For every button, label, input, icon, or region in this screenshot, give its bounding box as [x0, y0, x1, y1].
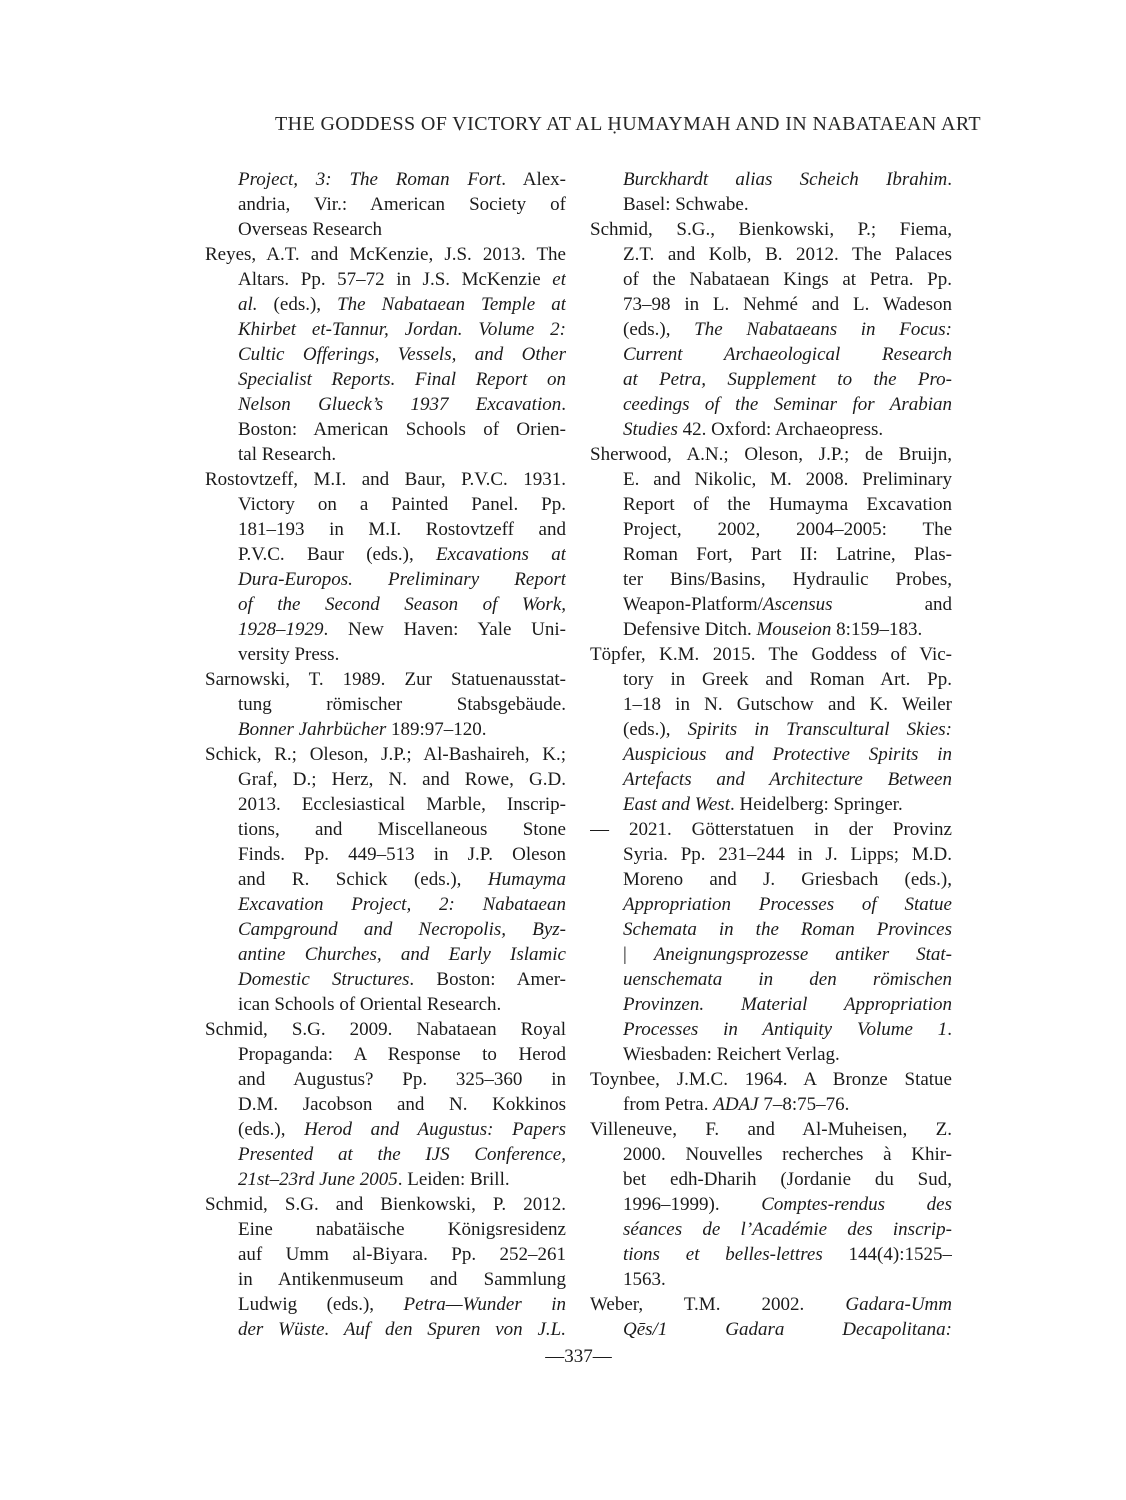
reference-line — [590, 1267, 952, 1292]
reference-text: tung römischer Stabsgebäude. — [238, 694, 566, 715]
reference-line — [205, 242, 566, 267]
reference-text-italic: Gadara-Umm — [845, 1294, 952, 1315]
reference-text-italic: tions et belles-lettres — [623, 1244, 823, 1265]
reference-text-italic: Processes in Antiquity Volume 1 — [623, 1019, 948, 1040]
reference-line — [590, 1292, 952, 1317]
reference-line — [205, 292, 566, 317]
reference-text-italic: 1928–1929 — [238, 619, 324, 640]
reference-text: Finds. Pp. 449–513 in J.P. Oleson — [238, 844, 566, 865]
reference-line — [590, 1092, 952, 1117]
reference-text: Töpfer, K.M. 2015. The Goddess of Vic- — [590, 644, 952, 665]
reference-line — [590, 367, 952, 392]
reference-line — [205, 992, 566, 1017]
reference-text: bet edh-Dharih (Jordanie du Sud, — [623, 1169, 952, 1190]
reference-line — [590, 542, 952, 567]
reference-line — [205, 892, 566, 917]
reference-text: Altars. Pp. 57–72 in J.S. McKenzie — [238, 269, 553, 290]
bibliography-entry — [205, 667, 566, 742]
reference-line — [205, 217, 566, 242]
reference-line — [590, 1042, 952, 1067]
reference-line — [590, 242, 952, 267]
reference-text: Syria. Pp. 231–244 in J. Lipps; M.D. — [623, 844, 952, 865]
reference-line — [205, 1217, 566, 1242]
reference-text: Villeneuve, F. and Al-Muheisen, Z. — [590, 1119, 952, 1140]
reference-line — [590, 342, 952, 367]
reference-line — [205, 617, 566, 642]
reference-text: Schmid, S.G. and Bienkowski, P. 2012. — [205, 1194, 566, 1215]
reference-line — [205, 1017, 566, 1042]
reference-text-italic: Excavation Project, 2: Nabataean — [238, 894, 566, 915]
reference-text: Weapon-Platform/ — [623, 594, 763, 615]
reference-text: 1563. — [623, 1269, 666, 1290]
reference-line — [205, 867, 566, 892]
reference-text: 2000. Nouvelles recherches à Khir- — [623, 1144, 952, 1165]
reference-line — [205, 767, 566, 792]
reference-line — [590, 1192, 952, 1217]
reference-text-italic: of the Second Season of Work, — [238, 594, 566, 615]
reference-line — [590, 842, 952, 867]
reference-text-italic: Presented at the IJS Conference, — [238, 1144, 566, 1165]
reference-line — [590, 1067, 952, 1092]
bibliography-entry — [205, 467, 566, 667]
reference-line — [205, 792, 566, 817]
reference-line — [205, 967, 566, 992]
reference-text-italic: uenschemata in den römischen — [623, 969, 952, 990]
reference-line — [205, 1192, 566, 1217]
reference-line — [205, 317, 566, 342]
reference-line — [590, 692, 952, 717]
reference-line — [590, 717, 952, 742]
reference-text: from Petra. — [623, 1094, 714, 1115]
reference-line — [205, 392, 566, 417]
reference-text: P.V.C. Baur (eds.), — [238, 544, 437, 565]
reference-line — [590, 517, 952, 542]
reference-text: . — [947, 1019, 952, 1040]
reference-line — [590, 1242, 952, 1267]
reference-line — [205, 917, 566, 942]
reference-text: Sherwood, A.N.; Oleson, J.P.; de Bruijn, — [590, 444, 952, 465]
reference-text: versity Press. — [238, 644, 340, 665]
reference-text-italic: Herod and Augustus: Papers — [304, 1119, 566, 1140]
reference-line — [590, 892, 952, 917]
bibliography-entry — [205, 1017, 566, 1192]
reference-text: Overseas Research — [238, 219, 383, 240]
reference-text: . — [947, 169, 952, 190]
reference-text: and Augustus? Pp. 325–360 in — [238, 1069, 566, 1090]
reference-line — [205, 1142, 566, 1167]
reference-text-italic: der Wüste. Auf den Spuren von J.L. — [238, 1319, 566, 1340]
reference-line — [205, 467, 566, 492]
reference-text-italic: antine Churches, and Early Islamic — [238, 944, 566, 965]
reference-text: (eds.), — [238, 1119, 305, 1140]
reference-text: E. and Nikolic, M. 2008. Preliminary — [623, 469, 952, 490]
running-header-title: THE GODDESS OF VICTORY AT AL ḤUMAYMAH AND IN NABATAEAN ART — [274, 113, 982, 135]
bibliography-entry — [590, 217, 952, 442]
reference-text: (eds.), — [623, 719, 688, 740]
reference-text-italic: East and West — [623, 794, 730, 815]
reference-text: 7–8:75–76. — [758, 1094, 850, 1115]
reference-line — [590, 1217, 952, 1242]
reference-text-italic: ceedings of the Seminar for Arabian — [623, 394, 952, 415]
reference-text-italic: Ascensus — [762, 594, 833, 615]
reference-text: Weber, T.M. 2002. — [590, 1294, 846, 1315]
reference-text-italic: Specialist Reports. Final Report on — [238, 369, 566, 390]
reference-text: Boston: American Schools of Orien- — [238, 419, 566, 440]
reference-line — [205, 842, 566, 867]
reference-line — [205, 1067, 566, 1092]
reference-text-italic: Petra—Wunder in — [403, 1294, 566, 1315]
reference-text: tions, and Miscellaneous Stone — [238, 819, 566, 840]
reference-text: tal Research. — [238, 444, 337, 465]
reference-text: Ludwig (eds.), — [238, 1294, 404, 1315]
reference-line — [205, 492, 566, 517]
reference-line — [205, 367, 566, 392]
bibliography-entry — [205, 1192, 566, 1342]
reference-text-italic: Current Archaeological Research — [623, 344, 952, 365]
reference-line — [590, 592, 952, 617]
reference-line — [205, 1267, 566, 1292]
references-column-left — [205, 167, 566, 1342]
reference-line — [590, 392, 952, 417]
bibliography-entry — [590, 1067, 952, 1117]
reference-line — [205, 717, 566, 742]
reference-line — [590, 1117, 952, 1142]
reference-text-italic: Humayma — [487, 869, 566, 890]
bibliography-entry — [590, 642, 952, 817]
reference-text: . Alex- — [501, 169, 566, 190]
reference-line — [205, 567, 566, 592]
reference-line — [590, 1142, 952, 1167]
reference-line — [205, 942, 566, 967]
reference-line — [590, 417, 952, 442]
reference-line — [590, 1317, 952, 1342]
reference-text: . — [561, 394, 566, 415]
reference-line — [590, 817, 952, 842]
reference-line — [205, 267, 566, 292]
reference-line — [590, 567, 952, 592]
bibliography-entry — [205, 242, 566, 467]
reference-line — [205, 542, 566, 567]
reference-line — [590, 217, 952, 242]
reference-line — [205, 667, 566, 692]
reference-text-italic: The Nabataeans in Focus: — [694, 319, 952, 340]
reference-text: D.M. Jacobson and N. Kokkinos — [238, 1094, 566, 1115]
reference-text: | — [623, 944, 654, 965]
reference-text: Schick, R.; Oleson, J.P.; Al-Bashaireh, K.; — [205, 744, 566, 765]
page-number: —337— — [545, 1346, 612, 1367]
reference-text-italic: Spirits in Transcultural Skies: — [687, 719, 952, 740]
reference-text: Project, 2002, 2004–2005: The — [623, 519, 952, 540]
reference-line — [205, 817, 566, 842]
reference-text: ter Bins/Basins, Hydraulic Probes, — [623, 569, 952, 590]
reference-text-italic: Bonner Jahrbücher — [238, 719, 387, 740]
reference-text-italic: al. — [238, 294, 258, 315]
reference-line — [205, 1317, 566, 1342]
reference-text: — 2021. Götterstatuen in der Provinz — [590, 819, 952, 840]
reference-text-italic: Dura-Europos. Preliminary Report — [238, 569, 566, 590]
reference-line — [205, 1042, 566, 1067]
reference-text-italic: Appropriation Processes of Statue — [623, 894, 952, 915]
reference-text: 144(4):1525– — [822, 1244, 952, 1265]
reference-text-italic: Comptes-rendus des — [761, 1194, 952, 1215]
reference-text: Wiesbaden: Reichert Verlag. — [623, 1044, 840, 1065]
reference-text: Rostovtzeff, M.I. and Baur, P.V.C. 1931. — [205, 469, 566, 490]
reference-text: Schmid, S.G., Bienkowski, P.; Fiema, — [590, 219, 952, 240]
reference-text: Moreno and J. Griesbach (eds.), — [623, 869, 952, 890]
reference-text: Defensive Ditch. — [623, 619, 757, 640]
reference-text-italic: Artefacts and Architecture Between — [623, 769, 952, 790]
reference-text: Propaganda: A Response to Herod — [238, 1044, 566, 1065]
reference-line — [590, 667, 952, 692]
bibliography-entry — [590, 1117, 952, 1292]
reference-line — [590, 792, 952, 817]
reference-text: Sarnowski, T. 1989. Zur Statuenausstat- — [205, 669, 566, 690]
references-column-right — [590, 167, 952, 1342]
reference-line — [205, 692, 566, 717]
reference-text: andria, Vir.: American Society of — [238, 194, 566, 215]
reference-text-italic: at Petra, Supplement to the Pro- — [623, 369, 952, 390]
reference-text-italic: Cultic Offerings, Vessels, and Other — [238, 344, 566, 365]
reference-line — [205, 167, 566, 192]
reference-line — [590, 642, 952, 667]
reference-text-italic: The Nabataean Temple at — [337, 294, 566, 315]
reference-text: ican Schools of Oriental Research. — [238, 994, 502, 1015]
reference-line — [590, 267, 952, 292]
reference-line — [205, 1117, 566, 1142]
reference-line — [590, 292, 952, 317]
reference-line — [590, 917, 952, 942]
reference-line — [590, 317, 952, 342]
reference-line — [205, 742, 566, 767]
reference-text-italic: Project, 3: The Roman Fort — [238, 169, 502, 190]
reference-line — [205, 592, 566, 617]
reference-line — [205, 642, 566, 667]
reference-line — [590, 1017, 952, 1042]
reference-text: 73–98 in L. Nehmé and L. Wadeson — [623, 294, 952, 315]
reference-line — [590, 617, 952, 642]
reference-line — [205, 1092, 566, 1117]
reference-line — [590, 867, 952, 892]
reference-text: 8:159–183. — [831, 619, 923, 640]
reference-text: Reyes, A.T. and McKenzie, J.S. 2013. The — [205, 244, 566, 265]
reference-line — [205, 342, 566, 367]
bibliography-entry — [590, 442, 952, 642]
reference-line — [205, 442, 566, 467]
reference-text: tory in Greek and Roman Art. Pp. — [623, 669, 952, 690]
reference-text: (eds.), — [623, 319, 695, 340]
reference-text-italic: séances de l’Académie des inscrip- — [623, 1219, 952, 1240]
bibliography-entry — [590, 817, 952, 1067]
reference-line — [590, 767, 952, 792]
reference-line — [590, 492, 952, 517]
reference-text-italic: Mouseion — [756, 619, 832, 640]
reference-text: Graf, D.; Herz, N. and Rowe, G.D. — [238, 769, 566, 790]
reference-text-italic: Qēs/1 Gadara Decapolitana: — [623, 1319, 952, 1340]
reference-text: in Antikenmuseum and Sammlung — [238, 1269, 566, 1290]
reference-line — [205, 1167, 566, 1192]
reference-line — [590, 967, 952, 992]
reference-text-italic: Campground and Necropolis, Byz- — [238, 919, 566, 940]
reference-text: . New Haven: Yale Uni- — [323, 619, 566, 640]
reference-text: (eds.), — [257, 294, 338, 315]
reference-line — [205, 192, 566, 217]
reference-text: and — [832, 594, 952, 615]
reference-text: Basel: Schwabe. — [623, 194, 749, 215]
reference-line — [590, 742, 952, 767]
reference-text-italic: Auspicious and Protective Spirits in — [623, 744, 952, 765]
reference-text-italic: et — [552, 269, 566, 290]
reference-line — [590, 942, 952, 967]
reference-line — [205, 417, 566, 442]
reference-text-italic: Khirbet et-Tannur, Jordan. Volume 2: — [238, 319, 566, 340]
reference-text: 42. Oxford: Archaeopress. — [677, 419, 884, 440]
reference-line — [590, 992, 952, 1017]
reference-text: 181–193 in M.I. Rostovtzeff and — [238, 519, 566, 540]
reference-text: and R. Schick (eds.), — [238, 869, 488, 890]
reference-text: . Heidelberg: Springer. — [729, 794, 903, 815]
reference-text-italic: Domestic Structures — [238, 969, 410, 990]
reference-text: Report of the Humayma Excavation — [623, 494, 952, 515]
reference-text: Schmid, S.G. 2009. Nabataean Royal — [205, 1019, 566, 1040]
reference-line — [590, 1167, 952, 1192]
reference-text-italic: 21st–23rd June 2005 — [238, 1169, 398, 1190]
reference-text-italic: Aneignungsprozesse antiker Stat- — [653, 944, 952, 965]
reference-text: . Leiden: Brill. — [397, 1169, 510, 1190]
reference-text: auf Umm al-Biyara. Pp. 252–261 — [238, 1244, 566, 1265]
reference-text: 189:97–120. — [386, 719, 487, 740]
reference-text-italic: Schemata in the Roman Provinces — [623, 919, 952, 940]
reference-text: 2013. Ecclesiastical Marble, Inscrip- — [238, 794, 566, 815]
reference-text: Victory on a Painted Panel. Pp. — [238, 494, 566, 515]
bibliography-entry — [590, 1292, 952, 1342]
reference-line — [590, 467, 952, 492]
reference-text: 1–18 in N. Gutschow and K. Weiler — [623, 694, 952, 715]
reference-text-italic: Burckhardt alias Scheich Ibrahim — [623, 169, 948, 190]
reference-line — [205, 1292, 566, 1317]
bibliography-entry — [205, 167, 566, 242]
reference-line — [205, 1242, 566, 1267]
reference-text: of the Nabataean Kings at Petra. Pp. — [623, 269, 952, 290]
bibliography-entry — [590, 167, 952, 217]
reference-text: Roman Fort, Part II: Latrine, Plas- — [623, 544, 952, 565]
reference-line — [205, 517, 566, 542]
reference-text: Z.T. and Kolb, B. 2012. The Palaces — [623, 244, 952, 265]
reference-line — [590, 192, 952, 217]
reference-text-italic: Studies — [623, 419, 678, 440]
reference-text-italic: Provinzen. Material Appropriation — [623, 994, 952, 1015]
bibliography-entry — [205, 742, 566, 1017]
reference-text-italic: Excavations at — [436, 544, 566, 565]
reference-line — [590, 167, 952, 192]
reference-text: 1996–1999). — [623, 1194, 762, 1215]
reference-text: Toynbee, J.M.C. 1964. A Bronze Statue — [590, 1069, 952, 1090]
reference-text-italic: Nelson Glueck’s 1937 Excavation — [238, 394, 562, 415]
reference-text: Eine nabatäische Königsresidenz — [238, 1219, 566, 1240]
reference-line — [590, 442, 952, 467]
reference-text: . Boston: Amer- — [409, 969, 566, 990]
reference-text-italic: ADAJ — [713, 1094, 759, 1115]
